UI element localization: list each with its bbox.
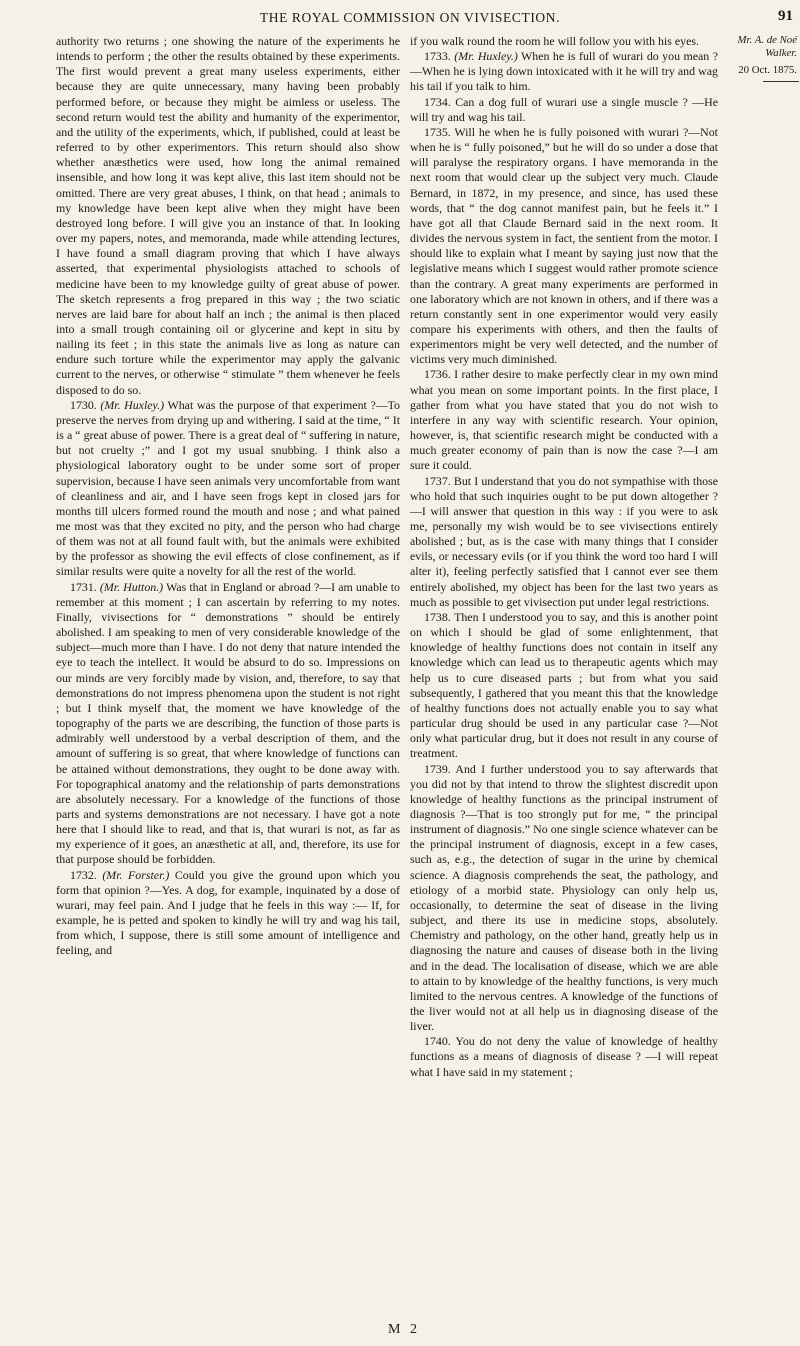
paragraph: if you walk round the room he will follow you with his eyes.	[410, 34, 699, 48]
question-1733	[410, 49, 718, 94]
question-text: I rather desire to make perfectly clear in my own mind what you mean on some important points. In the first place, I gather from what you have stated that you do not wish to interfere in any way with scientific research. Your opinion, however, is, that scientific research might be conducted with a much greater economy of pain than is now the case ?—I am sure it could.	[410, 367, 718, 473]
question-number: 1740.	[424, 1034, 451, 1049]
question-text: Then I understood you to say, and this is another point on which I should be glad of some enlightenment, that knowledge of healthy functions does not contain in itself any knowledge which can lead us to therapeutic agents which may help us to cure diseased parts ; but from what you said subsequently, I gathered that you meant this that the knowledge of healthy functions does not actually enable you to say what particular drug should be used in any particular case ?—Not only what particular drug, but it does not result in any course of treatment.	[410, 609, 718, 761]
question-text: And I further understood you to say afterwards that you did not by that intend to throw the slightest discredit upon knowledge of healthy functions as the principal instrument of diagnosis ?—That is too strongly put for me, “ the principal instrument of diagnosis.” No one single science whatever can be the principal instrument of diagnosis, except in a few cases, such as, e.g., the detection of sugar in the urine by chemical science. A diagnosis comprehends the seat, the pathology, and etiology of a morbid state. Physiology can only help us, occasionally, to determine the seat of disease in the living subject, and there its use in medicine stops, absolutely. Chemistry and pathology, on the other hand, greatly help us in diagnosing the nature and causes of disease both in the living and in the dead. The localisation of disease, which we are able to attain to by knowledge of the healthy functions, is very much limited to the nervous centres. A knowledge of the functions of the liver would not at all help us in diagnosing disease of the liver.	[410, 761, 718, 1034]
speaker: (Mr. Huxley.)	[100, 397, 165, 412]
question-number: 1733.	[424, 49, 451, 64]
hearing-date: 20 Oct. 1875.	[738, 64, 797, 76]
page-number: 91	[778, 8, 793, 24]
running-title: THE ROYAL COMMISSION ON VIVISECTION.	[259, 10, 561, 25]
question-text: Was that in England or abroad ?—I am unable to remember at this moment ; I can ascertain by referring to my notes. Finally, vivisections for “ demonstrations ” should be entirely abolished. I am speaking to men of very considerable knowledge of the subject—much more than I have. I do not deny that nature intended the eye to teach the intellect. It would be absurd to do so. Impressions on our minds are very forcibly made by vision, and, therefore, to say that demonstrations do not impress phenomena upon the student is not right ; but I think myself that, the moment we have knowledge of the topography of the parts we are describing, the function of those parts is admirably well understood by a verbal description of them, and the amount of suffering is so great, that where knowledge of functions can be attained without demonstrations, they ought to be done away with. For topographical anatomy and the relationship of parts demonstrations are absolutely necessary. For a knowledge of the functions of those parts and systems demonstrations are not necessary. I have got a note here that I should like to read, and that is, that wurari is not, as far as my experience of it goes, an anæsthetic at all, and, therefore, its use for that purpose should be forbidden.	[56, 579, 400, 867]
question-text: When he is full of wurari do you mean ?—When he is lying down intoxicated with it he will try and wag his tail if you talk to him.	[410, 49, 718, 94]
question-1739	[410, 762, 718, 1035]
question-1738	[410, 610, 718, 762]
speaker: (Mr. Forster.)	[102, 867, 170, 882]
witness-name: Mr. A. de Noé Walker.	[737, 34, 797, 59]
question-number: 1736.	[424, 367, 451, 382]
question-1731	[56, 580, 400, 868]
question-text: But I understand that you do not sympathise with those who hold that such inquiries ought to be put down altogether ?—I will answer that question in this way : if you were to ask me, personally my wish would be to see vivisections entirely abolished ; but, as is the case with many things that I consider evils, or necessary evils (or if you think the word too hard I will alter it), feeling perfectly satisfied that I cannot ever see them entirely abolished, my object has been for the last two years as much as possible to get vivisection put under legal restrictions.	[410, 473, 718, 609]
question-number: 1739.	[424, 761, 451, 776]
left-column	[56, 34, 400, 959]
question-number: 1731.	[70, 579, 97, 594]
question-1736	[410, 367, 718, 473]
question-number: 1732.	[70, 867, 97, 882]
right-column	[410, 34, 718, 1080]
question-text: You do not deny the value of knowledge of healthy functions as a means of diagnosis of disease ? —I will repeat what I have said in my statement ;	[410, 1034, 719, 1079]
question-1737	[410, 474, 718, 610]
margin-rule	[763, 81, 799, 82]
question-1734	[410, 95, 718, 125]
question-text: Can a dog full of wurari use a single muscle ? —He will try and wag his tail.	[410, 94, 718, 124]
question-1735	[410, 125, 718, 368]
question-number: 1737.	[424, 473, 451, 488]
paragraph: authority two returns ; one showing the nature of the experiments he intends to perform ; the other the results obtained by these experiments. The first would prevent a great many useless experiments, either because they are quite unnecessary, many having been probably performed before, or because they might be aimless or useless. The second return would test the ability and humanity of the experimentor, and the utility of the experiments, which, if published, could at least be referred to by other experimentors. This return should also show whether anæsthetics were used, how long the animal remained insensible, and how long it was kept alive, this last item should not be omitted. There are very great abuses, I think, on that head ; animals to my knowledge have been kept alive when they might have been destroyed long before. I will give you an instance of that. In looking over my papers, notes, and memoranda, made while attending lectures, I have found a small diagram proving that which I have always asserted, that experimental physiologists attached to schools of medicine have been to my knowledge guilty of great abuse of power. The sketch represents a frog prepared in this way ; the two sciatic nerves are laid bare for about half an inch ; the animal is then placed into a small trough containing oil or glycerine and kept in situ by nailing its feet ; in this state the animals live as long as nature can endure such torture while the experimentor may apply the galvanic current to the nerves, or otherwise “ stimulate ” them whenever he feels disposed to do so.	[56, 34, 400, 397]
question-text: Could you give the ground upon which you form that opinion ?—Yes. A dog, for example, inquinated by a dose of wurari, may feel pain. And I judge that he feels in this way :— If, for example, he is petted and spoken to kindly he will try and wag his tail, from which, I suppose, there is still some amount of intelligence and feeling, and	[56, 867, 400, 958]
question-number: 1735.	[424, 124, 451, 139]
question-text: Will he when he is fully poisoned with wurari ?—Not when he is “ fully poisoned,” but he will do so under a dose that will paralyse the respiratory organs. I have memoranda in the next room that would clear up the subject very much. Claude Bernard, in 1872, in my presence, and since, has used these words, that “ the dog cannot manifest pain, but he feels it.” I have got all that Claude Bernard said in the next room. It divides the nervous system in fact, the sentient from the motor. I should like to explain what I meant by saying just now that the legislative means which I suggest would rather promote science than the contrary. A great many experiments are performed in one laboratory which are not known in others, and if there was a return constantly sent in one experimentor would very easily compare his experiments with others, and then the faults of experimentors might be very well detected, and the number of victims very much diminished.	[410, 124, 718, 367]
speaker: (Mr. Hutton.)	[99, 579, 164, 594]
question-number: 1734.	[424, 94, 451, 109]
question-text: What was the purpose of that experiment ?—To preserve the nerves from drying up and withering. I said at the time, “ It is a “ great abuse of power. There is a great deal of “ suffering in nature, but not cruelty ;” and I got my usual snubbing. I think also a physiological laboratory ought to be under some sort of proper supervision, because I have seen animals very uncomfortable from want of cleanliness and air, and I have seen frogs kept in closed jars for months till ulcers formed round the mouth and nose ; and what pained me most was that they excited no pity, and the person who had charge of them was not at all found fault with, but the animals were exhibited by the professor as showing the evil effects of close confinement, as if similar results were quite a novelty for all the rest of the world.	[56, 397, 400, 579]
speaker: (Mr. Huxley.)	[454, 49, 518, 64]
question-number: 1730.	[70, 397, 97, 412]
printer-signature: M 2	[388, 1322, 420, 1337]
question-1740	[410, 1034, 718, 1079]
question-number: 1738.	[424, 609, 451, 624]
margin-note	[725, 34, 797, 82]
question-1730	[56, 398, 400, 580]
question-1732	[56, 868, 400, 959]
